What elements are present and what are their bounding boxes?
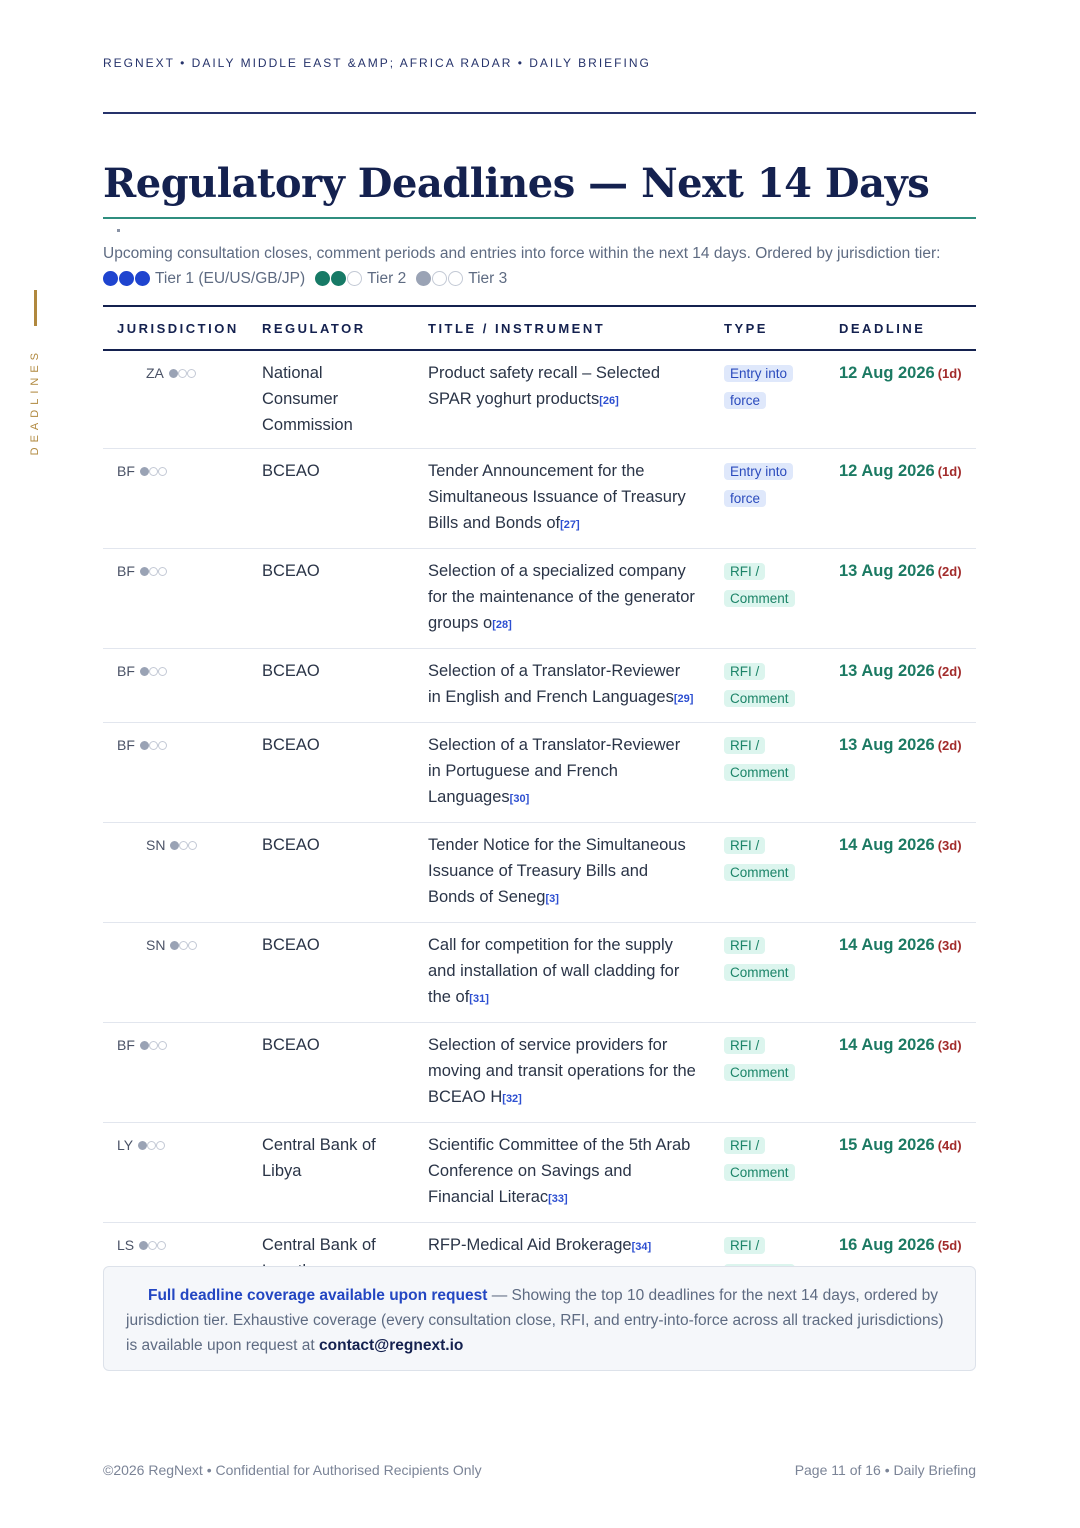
cell-jurisdiction [103,350,248,449]
tier-dot-empty [149,567,158,576]
cell-title [414,449,710,549]
cell-deadline [825,350,976,449]
legend-label: Tier 1 (EU/US/GB/JP) [155,270,306,287]
cell-jurisdiction [103,923,248,1023]
cell-regulator: BCEAO [248,823,414,923]
type-badge: RFI / Comment [724,1137,795,1181]
cell-title [414,1123,710,1223]
cell-type [710,649,825,723]
title-rule [103,217,976,219]
deadline-date: 14 Aug 2026 [839,936,935,954]
side-section-label: DEADLINES [29,348,41,456]
source-reference-link[interactable]: [30] [509,793,530,805]
tier-dot-empty [158,467,167,476]
cell-jurisdiction [103,1023,248,1123]
cell-deadline [825,723,976,823]
tier-dot-empty [347,271,362,286]
note-lead: Full deadline coverage available upon request [148,1287,488,1304]
cell-title [414,1023,710,1123]
cell-regulator: BCEAO [248,923,414,1023]
cell-regulator: BCEAO [248,723,414,823]
header-rule [103,112,976,114]
deadline-date: 12 Aug 2026 [839,364,935,382]
tier-dots-icon [315,271,363,286]
cell-deadline [825,823,976,923]
cell-jurisdiction [103,649,248,723]
cell-jurisdiction [103,549,248,649]
jurisdiction-text: BF [117,737,135,753]
tier-dot-empty [149,667,158,676]
jurisdiction-text: BF [117,1037,135,1053]
cell-type [710,923,825,1023]
jurisdiction-code [117,658,234,684]
tier-dot-empty [148,1241,157,1250]
tier-dots-icon [170,941,197,950]
table-row [103,649,976,723]
tier-dot-filled [140,667,149,676]
deadlines-table [103,305,976,1298]
deadline-date: 16 Aug 2026 [839,1236,935,1254]
tier-dot-empty [158,741,167,750]
table-row [103,549,976,649]
instrument-title: Tender Announcement for the Simultaneous Issuance of Treasury Bills and Bonds of [428,462,686,532]
page-title: Regulatory Deadlines — Next 14 Days [103,160,930,207]
tier-dot-empty [187,369,196,378]
cell-title [414,923,710,1023]
jurisdiction-code [117,732,234,758]
type-badge: RFI / Comment [724,737,795,781]
cell-regulator: National Consumer Commission [248,350,414,449]
tier-dots-icon [140,667,167,676]
source-reference-link[interactable]: [27] [560,519,580,531]
tier-dots-icon [140,567,167,576]
cell-jurisdiction [103,449,248,549]
jurisdiction-code [117,458,234,484]
days-remaining: (4d) [937,1138,962,1153]
cell-title [414,549,710,649]
tier-dot-empty [149,1041,158,1050]
cell-regulator: BCEAO [248,1023,414,1123]
cell-deadline [825,649,976,723]
instrument-title: Selection of a specialized company for the maintenance of the generator groups o [428,562,695,632]
tier-dot-filled [140,467,149,476]
cell-type [710,549,825,649]
jurisdiction-text: LS [117,1237,135,1253]
source-reference-link[interactable]: [3] [545,893,559,905]
stray-mark [117,229,120,232]
tier-dot-empty [158,667,167,676]
cell-type [710,823,825,923]
tier-dot-empty [188,841,197,850]
table-row [103,1023,976,1123]
cell-type [710,350,825,449]
days-remaining: (3d) [937,938,962,953]
tier-dots-icon [138,1141,165,1150]
tier-dot-empty [156,1141,165,1150]
jurisdiction-code [117,360,234,386]
jurisdiction-text: BF [117,663,135,679]
tier-dot-filled [315,271,330,286]
jurisdiction-text: BF [117,463,135,479]
intro-text: Upcoming consultation closes, comment periods and entries into force within the next 14 days. Ordered by jurisdiction tier: [103,245,941,262]
cell-title [414,823,710,923]
footer-copyright: ©2026 RegNext • Confidential for Authorised Recipients Only [103,1462,482,1478]
cell-regulator: BCEAO [248,549,414,649]
tier-dot-filled [140,1041,149,1050]
tier-dot-filled [139,1241,148,1250]
contact-email-link[interactable]: contact@regnext.io [319,1337,464,1354]
cell-jurisdiction [103,723,248,823]
source-reference-link[interactable]: [33] [548,1193,568,1205]
tier-dot-filled [138,1141,147,1150]
type-badge: RFI / Comment [724,563,795,607]
instrument-title: Selection of a Translator-Reviewer in English and French Languages [428,662,681,706]
intro-paragraph [103,241,983,291]
tier-dot-filled [416,271,431,286]
deadline-date: 12 Aug 2026 [839,462,935,480]
tier-dot-filled [170,941,179,950]
instrument-title: RFP-Medical Aid Brokerage [428,1236,632,1254]
type-badge: RFI / Comment [724,937,795,981]
side-accent-bar [34,290,37,326]
jurisdiction-code [117,932,234,958]
table-row [103,823,976,923]
note-body: — Showing the top 10 deadlines for the next 14 days, ordered by jurisdiction tier. Exhaustive coverage (every consultation close, RFI, and entry-into-force across all tracked jurisdictions) is available upon request at [126,1287,944,1354]
days-remaining: (5d) [937,1238,962,1253]
deadline-date: 13 Aug 2026 [839,736,935,754]
tier-dots-icon [416,271,464,286]
instrument-title: Scientific Committee of the 5th Arab Conference on Savings and Financial Literac [428,1136,691,1206]
cell-deadline [825,1023,976,1123]
jurisdiction-code [117,832,234,858]
col-regulator: REGULATOR [248,306,414,350]
tier-legend [103,266,983,291]
cell-type [710,1023,825,1123]
jurisdiction-text: SN [146,937,166,953]
col-deadline: DEADLINE [825,306,976,350]
source-reference-link[interactable]: [31] [469,993,489,1005]
jurisdiction-code [117,1032,234,1058]
col-jurisdiction: JURISDICTION [103,306,248,350]
jurisdiction-code [117,1132,234,1158]
instrument-title: Selection of a Translator-Reviewer in Portuguese and French Languages [428,736,681,806]
tier-dots-icon [170,841,197,850]
instrument-title: Call for competition for the supply and installation of wall cladding for the of [428,936,680,1006]
table-row [103,449,976,549]
jurisdiction-text: ZA [146,365,164,381]
type-badge: RFI / Comment [724,837,795,881]
tier-dot-empty [149,467,158,476]
days-remaining: (1d) [937,366,962,381]
tier-dot-filled [135,271,150,286]
tier-dots-icon [103,271,151,286]
tier-dot-empty [157,1241,166,1250]
table-row [103,923,976,1023]
source-reference-link[interactable]: [26] [599,395,619,407]
cell-deadline [825,1123,976,1223]
cell-regulator: Central Bank of Libya [248,1123,414,1223]
days-remaining: (1d) [937,464,962,479]
tier-dot-empty [448,271,463,286]
instrument-title: Selection of service providers for moving and transit operations for the BCEAO H [428,1036,696,1106]
legend-item [315,266,406,291]
col-title: TITLE / INSTRUMENT [414,306,710,350]
jurisdiction-code [117,558,234,584]
type-badge: Entry into force [724,365,793,409]
tier-dots-icon [169,369,196,378]
instrument-title: Product safety recall – Selected SPAR yoghurt products [428,364,661,408]
source-reference-link[interactable]: [32] [502,1093,522,1105]
legend-label: Tier 2 [367,270,407,287]
footer-page-number: Page 11 of 16 • Daily Briefing [794,1462,976,1478]
tier-dots-icon [140,467,167,476]
cell-type [710,1123,825,1223]
tier-dot-filled [140,741,149,750]
tier-dots-icon [140,1041,167,1050]
type-badge: RFI / Comment [724,1037,795,1081]
tier-dot-filled [331,271,346,286]
cell-deadline [825,449,976,549]
cell-title [414,350,710,449]
source-reference-link[interactable]: [34] [631,1241,652,1253]
tier-dot-empty [178,369,187,378]
deadline-date: 14 Aug 2026 [839,1036,935,1054]
deadline-date: 15 Aug 2026 [839,1136,935,1154]
days-remaining: (2d) [937,738,962,753]
table-row [103,723,976,823]
cell-title [414,649,710,723]
header-meta: REGNEXT • DAILY MIDDLE EAST &AMP; AFRICA RADAR • DAILY BRIEFING [103,56,651,70]
cell-jurisdiction [103,823,248,923]
coverage-note [103,1266,976,1371]
tier-dot-empty [149,741,158,750]
days-remaining: (3d) [937,838,962,853]
deadline-date: 13 Aug 2026 [839,562,935,580]
tier-dot-filled [140,567,149,576]
tier-dot-filled [170,841,179,850]
tier-dots-icon [140,741,167,750]
legend-label: Tier 3 [468,270,508,287]
cell-type [710,449,825,549]
table-row [103,1123,976,1223]
tier-dot-filled [119,271,134,286]
cell-regulator: BCEAO [248,449,414,549]
cell-jurisdiction [103,1123,248,1223]
jurisdiction-code [117,1232,234,1258]
cell-deadline [825,549,976,649]
deadline-date: 13 Aug 2026 [839,662,935,680]
tier-dot-filled [103,271,118,286]
cell-type [710,723,825,823]
tier-dot-filled [169,369,178,378]
table-row [103,350,976,449]
tier-dot-empty [158,567,167,576]
tier-dot-empty [179,841,188,850]
jurisdiction-text: SN [146,837,166,853]
instrument-title: Tender Notice for the Simultaneous Issuance of Treasury Bills and Bonds of Seneg [428,836,686,906]
type-badge: RFI / Comment [724,663,795,707]
cell-title [414,723,710,823]
type-badge: Entry into force [724,463,793,507]
source-reference-link[interactable]: [29] [673,693,694,705]
source-reference-link[interactable]: [28] [492,619,512,631]
table-header-row [103,306,976,350]
legend-item [103,266,305,291]
days-remaining: (2d) [937,664,962,679]
col-type: TYPE [710,306,825,350]
tier-dot-empty [158,1041,167,1050]
tier-dot-empty [432,271,447,286]
cell-regulator: BCEAO [248,649,414,723]
deadline-date: 14 Aug 2026 [839,836,935,854]
cell-regulator: Central Bank of [248,1223,414,1298]
days-remaining: (2d) [937,564,962,579]
jurisdiction-text: LY [117,1137,134,1153]
jurisdiction-text: BF [117,563,135,579]
tier-dot-empty [179,941,188,950]
tier-dots-icon [139,1241,166,1250]
tier-dot-empty [147,1141,156,1150]
legend-item [416,266,507,291]
days-remaining: (3d) [937,1038,962,1053]
tier-dot-empty [188,941,197,950]
type-badge: RFI / [724,1237,795,1281]
cell-deadline [825,923,976,1023]
